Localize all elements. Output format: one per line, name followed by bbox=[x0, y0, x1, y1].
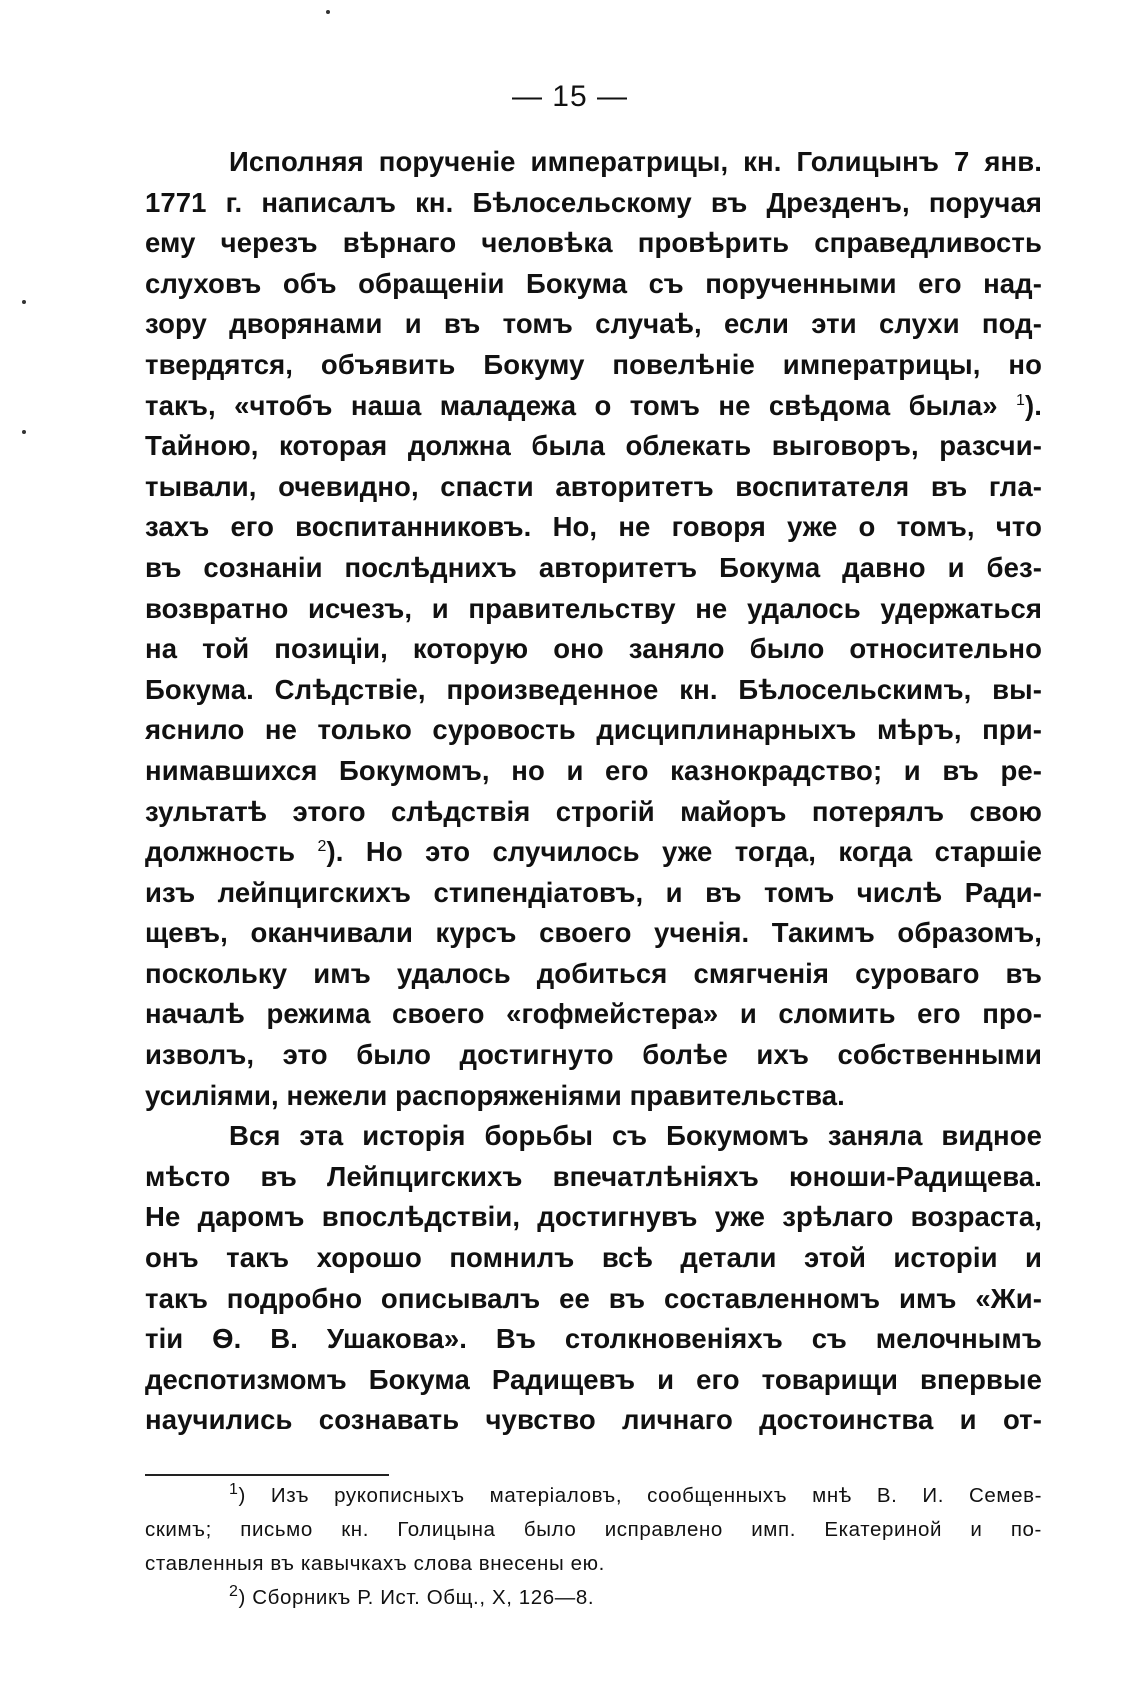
text-line: изъ лейпцигскихъ стипендіатовъ, и въ томъ числѣ Ради- bbox=[145, 876, 1042, 908]
text-fragment: такъ, «чтобъ наша маладежа о томъ не свѣдома была» bbox=[145, 389, 998, 421]
text-line: на той позиціи, которую оно заняло было относительно bbox=[145, 633, 1042, 665]
footnote-mark: 1 bbox=[229, 1481, 239, 1499]
page-number: — 15 — bbox=[511, 80, 629, 113]
text-fragment: должность bbox=[145, 836, 296, 868]
text-line: изволъ, это было достигнуто болѣе ихъ собственными bbox=[145, 1039, 1042, 1071]
text-line: деспотизмомъ Бокума Радищевъ и его товарищи впервые bbox=[145, 1363, 1042, 1395]
main-text bbox=[145, 142, 1042, 1441]
text-line: такъ подробно описывалъ ее въ составленномъ имъ «Жи- bbox=[145, 1282, 1042, 1314]
text-line: въ сознаніи послѣднихъ авторитетъ Бокума давно и без- bbox=[145, 551, 1042, 583]
footnote-2 bbox=[145, 1581, 1042, 1615]
text-line: Исполняя порученіе императрицы, кн. Голицынъ 7 янв. bbox=[229, 146, 1042, 177]
text-fragment: ) Изъ рукописныхъ матеріаловъ, сообщенныхъ мнѣ В. И. Семев- bbox=[238, 1484, 1042, 1507]
text-line: зору дворянами и въ томъ случаѣ, если эти слухи под- bbox=[145, 308, 1042, 340]
footnote-line bbox=[145, 1479, 1042, 1513]
text-line-with-footnote-ref bbox=[145, 386, 1042, 427]
text-line: захъ его воспитанниковъ. Но, не говоря уже о томъ, что bbox=[145, 511, 1042, 543]
text-fragment: ). bbox=[1025, 389, 1042, 421]
text-line: Не даромъ впослѣдствіи, достигнувъ уже зрѣлаго возраста, bbox=[145, 1201, 1042, 1233]
text-line: онъ такъ хорошо помнилъ всѣ детали этой исторіи и bbox=[145, 1242, 1042, 1274]
text-line: началѣ режима своего «гофмейстера» и сломить его про- bbox=[145, 998, 1042, 1030]
text-line: слуховъ объ обращеніи Бокума съ порученными его над- bbox=[145, 267, 1042, 299]
text-line: нимавшихся Бокумомъ, но и его казнокрадство; и въ ре- bbox=[145, 754, 1042, 786]
scan-speck bbox=[22, 430, 26, 434]
footnote-1 bbox=[145, 1479, 1042, 1581]
text-line: поскольку имъ удалось добиться смягченія суроваго въ bbox=[145, 957, 1042, 989]
footnote-line: ставленныя въ кавычкахъ слова внесены ею. bbox=[145, 1552, 605, 1575]
text-line: твердятся, объявить Бокуму повелѣніе императрицы, но bbox=[145, 348, 1042, 380]
text-line: яснило не только суровость дисциплинарныхъ мѣръ, при- bbox=[145, 714, 1042, 746]
text-line: ему черезъ вѣрнаго человѣка провѣрить справедливость bbox=[145, 227, 1042, 259]
paragraph-1 bbox=[145, 142, 1042, 1116]
text-fragment: ) Сборникъ Р. Ист. Общ., X, 126—8. bbox=[238, 1586, 595, 1609]
footnote-ref-2: 2 bbox=[317, 837, 327, 855]
footnote-ref-1: 1 bbox=[1016, 391, 1025, 409]
footnote-mark: 2 bbox=[229, 1583, 239, 1601]
text-line: усиліями, нежели распоряженіями правительства. bbox=[145, 1079, 845, 1111]
text-fragment: ). Но это случилось уже тогда, когда старшіе bbox=[326, 836, 1042, 868]
text-line: тіи Ѳ. В. Ушакова». Въ столкновеніяхъ съ мелочнымъ bbox=[145, 1323, 1042, 1355]
scan-speck bbox=[22, 300, 26, 304]
text-line-with-footnote-ref bbox=[145, 832, 1042, 873]
text-line: Бокума. Слѣдствіе, произведенное кн. Бѣлосельскимъ, вы- bbox=[145, 673, 1042, 705]
text-line: щевъ, оканчивали курсъ своего ученія. Такимъ образомъ, bbox=[145, 917, 1042, 949]
text-line: Тайною, которая должна была облекать выговоръ, разсчи- bbox=[145, 430, 1042, 462]
text-line: научились сознавать чувство личнаго достоинства и от- bbox=[145, 1404, 1042, 1436]
text-line: Вся эта исторія борьбы съ Бокумомъ заняла видное bbox=[229, 1120, 1042, 1152]
text-line: мѣсто въ Лейпцигскихъ впечатлѣніяхъ юноши-Радищева. bbox=[145, 1160, 1042, 1192]
footnotes bbox=[145, 1479, 1042, 1615]
footnote-line: скимъ; письмо кн. Голицына было исправлено имп. Екатериной и по- bbox=[145, 1518, 1042, 1541]
text-line: 1771 г. написалъ кн. Бѣлосельскому въ Дрезденъ, поручая bbox=[145, 186, 1042, 218]
text-line: тывали, очевидно, спасти авторитетъ воспитателя въ гла- bbox=[145, 470, 1042, 502]
footnote-divider bbox=[145, 1474, 389, 1476]
footnote-line bbox=[145, 1581, 1042, 1615]
paragraph-2 bbox=[145, 1116, 1042, 1441]
text-line: возвратно исчезъ, и правительству не удалось удержаться bbox=[145, 592, 1042, 624]
scan-speck bbox=[326, 10, 330, 14]
text-line: зультатѣ этого слѣдствія строгій майоръ потерялъ свою bbox=[145, 795, 1042, 827]
